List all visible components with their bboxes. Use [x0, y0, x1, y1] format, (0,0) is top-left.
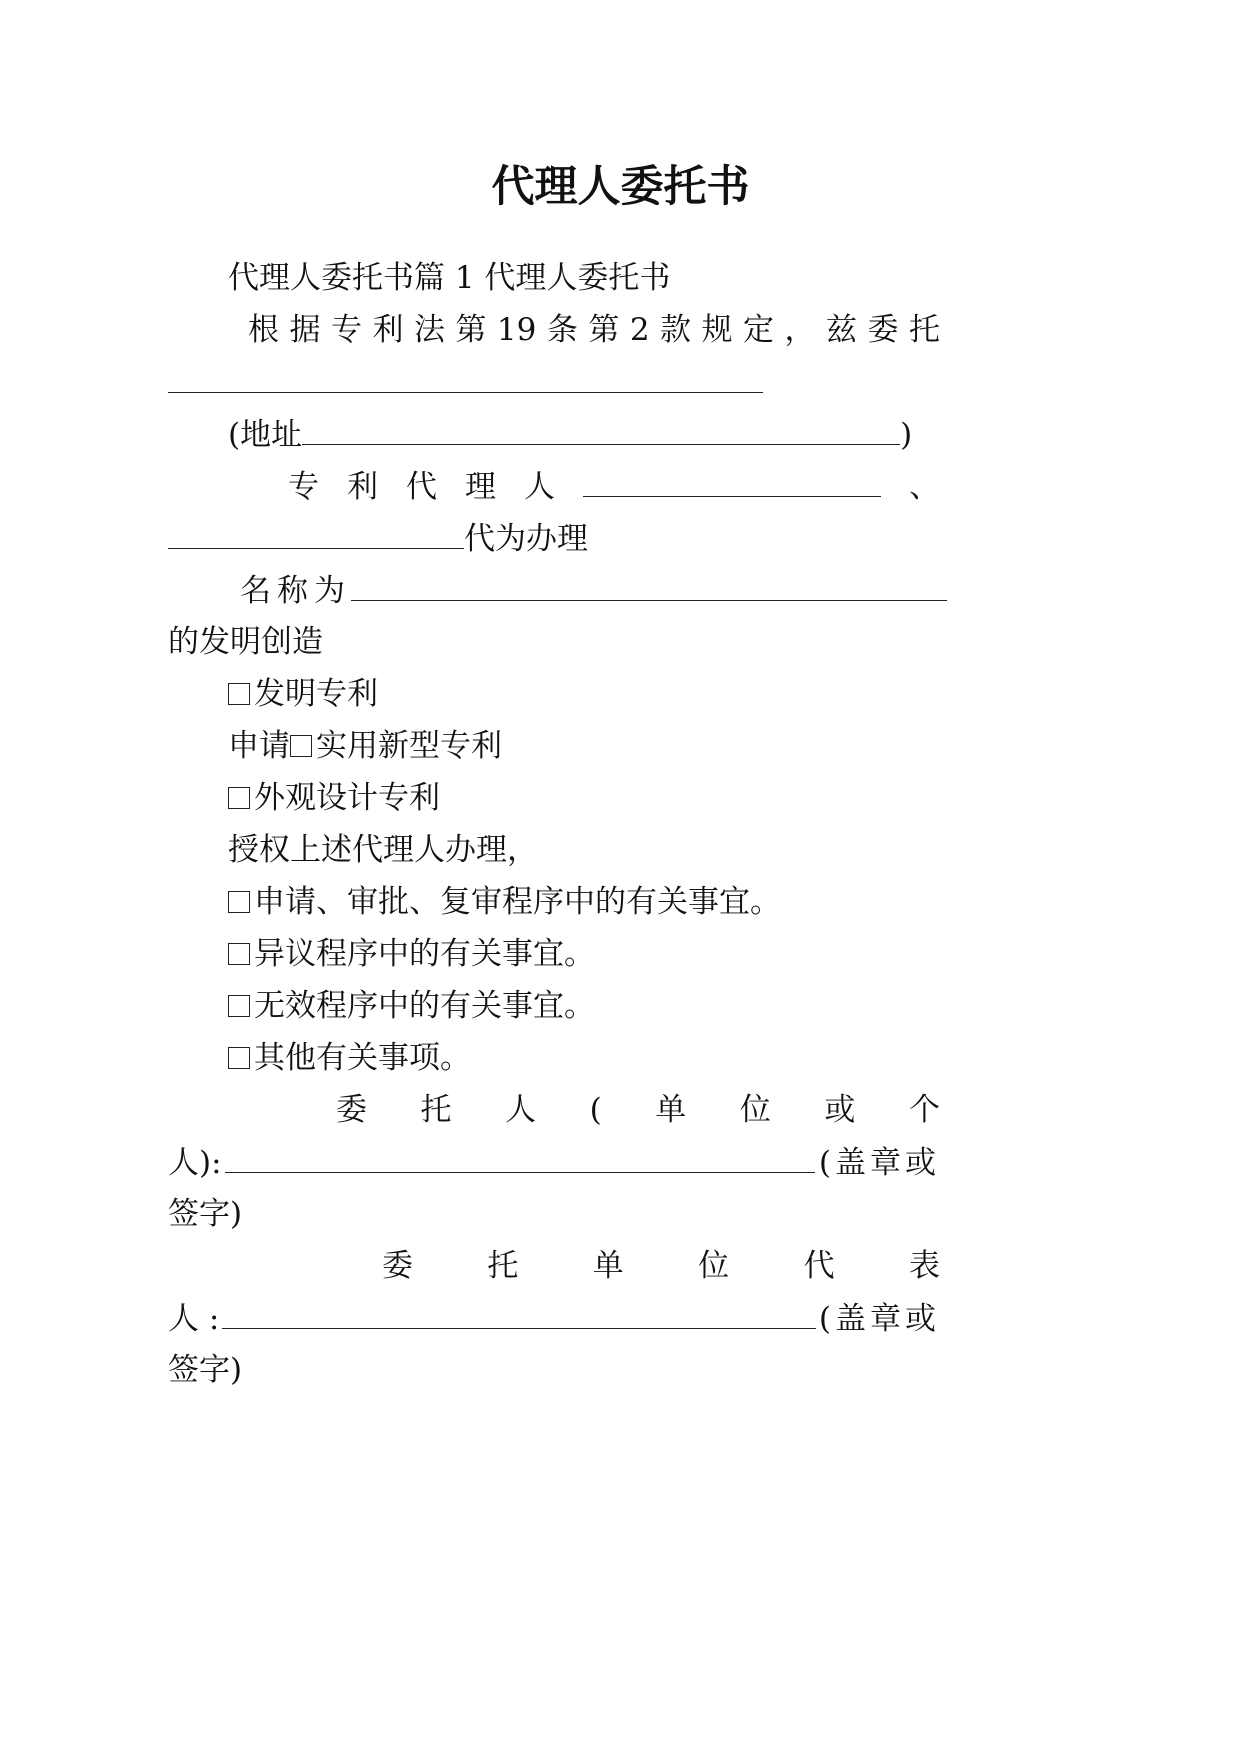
patent-type-label: 发明专利 — [254, 676, 378, 712]
agent-label-char: 人 — [524, 469, 555, 505]
agent-1-field[interactable] — [583, 466, 881, 497]
document-title: 代理人委托书 — [491, 162, 750, 212]
representative-label-line — [382, 1246, 940, 1286]
patent-type-utility — [228, 726, 502, 766]
representative-label-char: 代 — [803, 1248, 835, 1284]
invention-name-field[interactable] — [351, 570, 947, 601]
patent-agent-line — [288, 466, 940, 507]
matter-checkbox[interactable] — [228, 943, 250, 965]
matter-label: 其他有关事项。 — [254, 1040, 471, 1076]
legal-basis-char: 据 — [289, 312, 321, 348]
matter-item — [228, 934, 595, 974]
principal-label-char: 位 — [739, 1092, 771, 1128]
matter-checkbox[interactable] — [228, 995, 250, 1017]
patent-type-invention — [228, 674, 378, 714]
principal-label-char: ( — [589, 1092, 602, 1128]
representative-label-char: 委 — [382, 1248, 413, 1284]
agent-second-line — [168, 518, 588, 559]
representative-seal-end: 签字) — [168, 1352, 243, 1388]
principal-label-char: 委 — [336, 1092, 367, 1128]
address-close: ) — [900, 417, 913, 453]
agent-2-field[interactable] — [168, 518, 464, 549]
principal-label-char: 人 — [505, 1092, 537, 1128]
legal-basis-char: 委 — [867, 312, 899, 348]
legal-basis-char: 定 — [743, 312, 774, 348]
principal-signature-line — [168, 1142, 940, 1183]
invention-label-char: 称 — [277, 573, 314, 609]
agent-label-char: 代 — [406, 469, 437, 505]
legal-basis-char: 款 — [660, 312, 692, 348]
invention-suffix: 的发明创造 — [168, 624, 323, 660]
document-heading: 代理人委托书篇 1 代理人委托书 — [228, 260, 671, 296]
representative-label-char: 托 — [487, 1248, 519, 1284]
address-line — [228, 414, 912, 455]
legal-basis-char: 托 — [908, 312, 940, 348]
invention-name-line — [240, 570, 940, 611]
apply-prefix: 申请 — [228, 728, 290, 764]
principal-seal-note: (盖章或 — [818, 1145, 940, 1181]
matter-item — [228, 882, 781, 922]
legal-basis-char: 规 — [701, 312, 733, 348]
design-checkbox[interactable] — [228, 787, 250, 809]
matter-checkbox[interactable] — [228, 1047, 250, 1069]
legal-basis-char: 兹 — [825, 312, 857, 348]
agent-separator: 、 — [909, 469, 940, 505]
legal-basis-line — [248, 310, 940, 350]
representative-label-char: 表 — [908, 1248, 940, 1284]
matter-label: 无效程序中的有关事宜。 — [254, 988, 595, 1024]
address-label: (地址 — [228, 417, 303, 453]
legal-basis-char: 第 — [588, 312, 620, 348]
utility-checkbox[interactable] — [290, 735, 312, 757]
representative-seal-note: (盖章或 — [818, 1301, 940, 1337]
principal-label-char: 托 — [420, 1092, 452, 1128]
principal-signature-field[interactable] — [225, 1142, 815, 1173]
patent-type-label: 实用新型专利 — [316, 728, 502, 764]
principal-label-end: 人): — [168, 1145, 222, 1181]
matter-checkbox[interactable] — [228, 891, 250, 913]
representative-label-char: 位 — [698, 1248, 730, 1284]
legal-basis-char: ， — [784, 312, 816, 348]
principal-seal-end: 签字) — [168, 1196, 243, 1232]
principal-name-field[interactable] — [168, 362, 763, 403]
legal-basis-char: 条 — [546, 312, 578, 348]
invention-label-char: 为 — [314, 573, 351, 609]
legal-basis-char: 19 — [496, 312, 537, 348]
legal-basis-char: 根 — [248, 312, 279, 348]
agent-suffix: 代为办理 — [464, 521, 588, 557]
principal-label-line — [336, 1090, 940, 1130]
legal-basis-char: 利 — [372, 312, 404, 348]
agent-label-char: 专 — [288, 469, 319, 505]
representative-label-char: 单 — [592, 1248, 624, 1284]
invention-label-char: 名 — [240, 573, 277, 609]
representative-signature-line — [168, 1298, 940, 1339]
legal-basis-char: 2 — [629, 312, 650, 348]
legal-basis-char: 专 — [330, 312, 362, 348]
legal-basis-char: 第 — [455, 312, 487, 348]
address-field[interactable] — [302, 414, 900, 445]
principal-label-char: 个 — [908, 1092, 940, 1128]
matter-item — [228, 1038, 471, 1078]
patent-type-label: 外观设计专利 — [254, 780, 440, 816]
invention-checkbox[interactable] — [228, 683, 250, 705]
representative-signature-field[interactable] — [222, 1298, 816, 1329]
agent-label-char: 理 — [465, 469, 496, 505]
legal-basis-char: 法 — [413, 312, 445, 348]
agent-label-char: 利 — [347, 469, 378, 505]
authorize-text: 授权上述代理人办理， — [228, 832, 538, 868]
matter-label: 申请、审批、复审程序中的有关事宜。 — [254, 884, 781, 920]
principal-label-char: 或 — [824, 1092, 856, 1128]
representative-label-end: 人 : — [168, 1301, 220, 1337]
matter-item — [228, 986, 595, 1026]
patent-type-design — [228, 778, 440, 818]
matter-label: 异议程序中的有关事宜。 — [254, 936, 595, 972]
principal-label-char: 单 — [655, 1092, 687, 1128]
